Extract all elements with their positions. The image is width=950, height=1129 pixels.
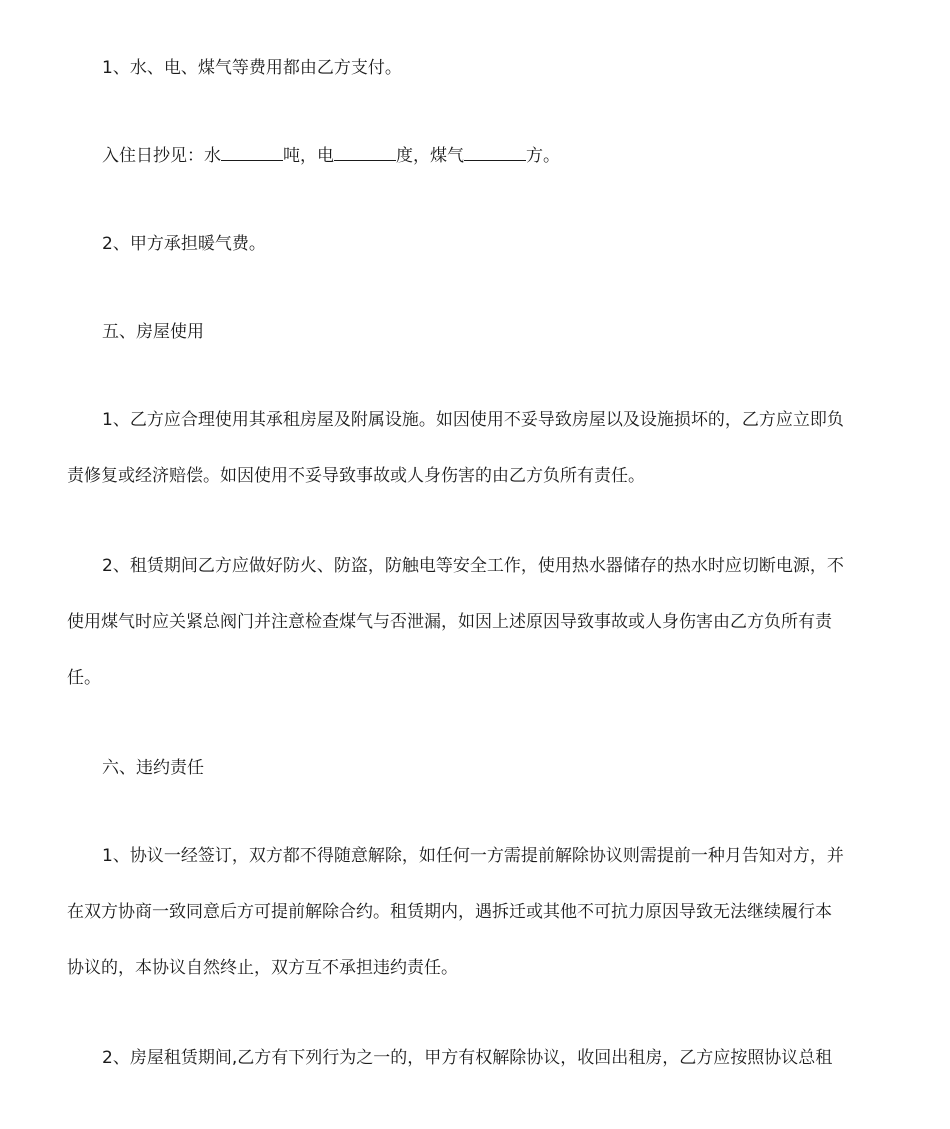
heading-text: 六、违约责任	[102, 758, 204, 778]
water-unit-text: 吨，电	[283, 146, 334, 166]
meter-prefix-text: 入住日抄见：水	[102, 146, 221, 166]
paragraph-proper-use	[67, 406, 893, 491]
paragraph-line: 2、租赁期间乙方应做好防火、防盗，防触电等安全工作，使用热水器储存的热水时应切断电源，不	[102, 556, 844, 576]
paragraph-line: 2、房屋租赁期间,乙方有下列行为之一的，甲方有权解除协议，收回出租房，乙方应按照协议总租	[102, 1048, 833, 1068]
paragraph-text: 1、水、电、煤气等费用都由乙方支付。	[102, 58, 402, 78]
paragraph-heating-fee	[67, 230, 893, 259]
paragraph-safety	[67, 552, 893, 693]
electricity-unit-text: 度，煤气	[396, 146, 464, 166]
paragraph-meter-reading	[67, 142, 893, 171]
paragraph-line: 1、乙方应合理使用其承租房屋及附属设施。如因使用不妥导致房屋以及设施损坏的，乙方应立即负	[102, 410, 844, 430]
paragraph-line: 在双方协商一致同意后方可提前解除合约。租赁期内，遇拆迁或其他不可抗力原因导致无法继续履行本	[67, 902, 832, 922]
paragraph-termination	[67, 842, 893, 983]
paragraph-line: 1、协议一经签订，双方都不得随意解除，如任何一方需提前解除协议则需提前一种月告知对方，并	[102, 846, 844, 866]
electricity-blank-field[interactable]	[334, 142, 396, 161]
paragraph-line: 任。	[67, 668, 101, 688]
heading-text: 五、房屋使用	[102, 322, 204, 342]
gas-unit-text: 方。	[526, 146, 560, 166]
gas-blank-field[interactable]	[464, 142, 526, 161]
paragraph-line: 责修复或经济赔偿。如因使用不妥导致事故或人身伤害的由乙方负所有责任。	[67, 466, 645, 486]
water-blank-field[interactable]	[221, 142, 283, 161]
paragraph-utilities-payment	[67, 54, 893, 83]
paragraph-line: 协议的，本协议自然终止，双方互不承担违约责任。	[67, 958, 458, 978]
paragraph-tenant-violations	[67, 1044, 893, 1073]
paragraph-text: 2、甲方承担暖气费。	[102, 234, 266, 254]
section-heading-house-use	[67, 318, 893, 347]
paragraph-line: 使用煤气时应关紧总阀门并注意检查煤气与否泄漏，如因上述原因导致事故或人身伤害由乙方负所有责	[67, 612, 832, 632]
section-heading-breach	[67, 754, 893, 783]
